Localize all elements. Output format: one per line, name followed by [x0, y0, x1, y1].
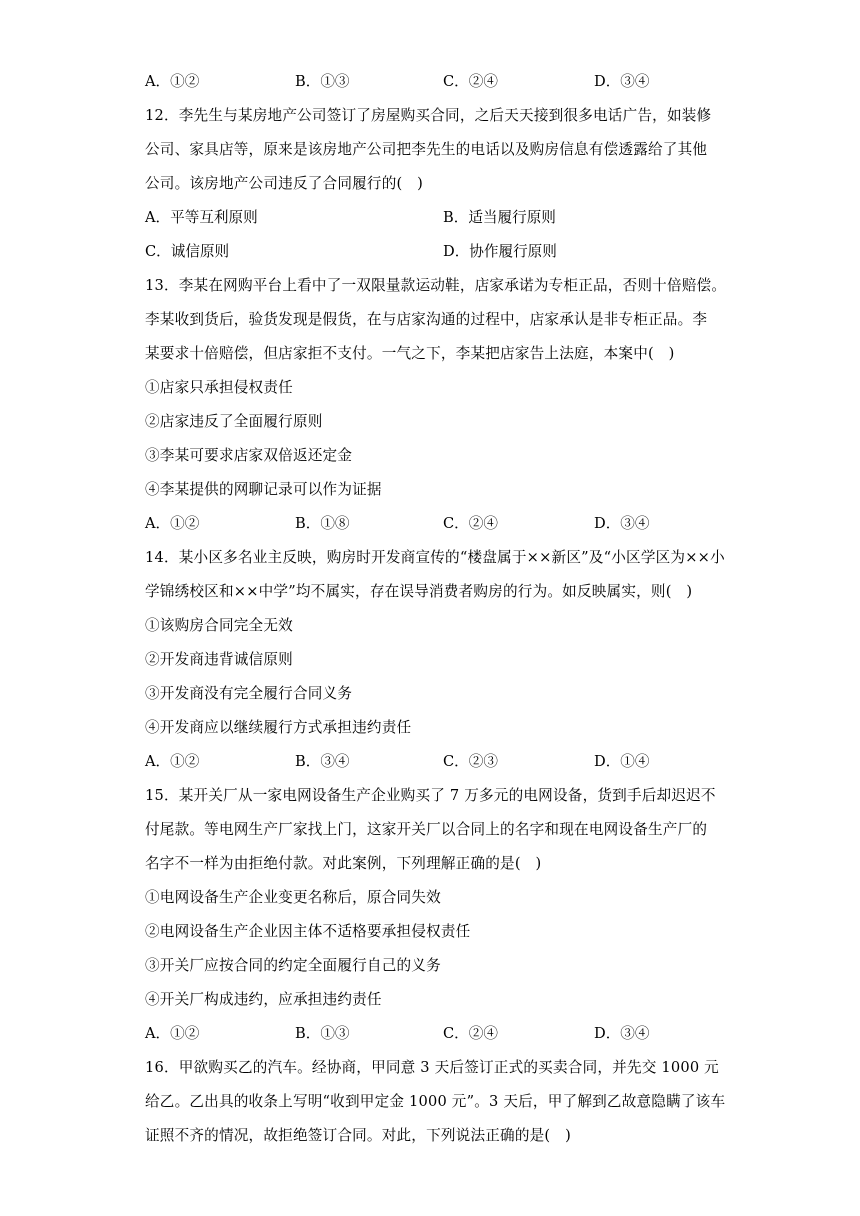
option-d: D．③④	[594, 515, 650, 532]
q12-stem-line-3: 公司。该房地产公司违反了合同履行的( )	[145, 175, 424, 192]
option-c: C．②④	[443, 515, 498, 532]
q16-stem-line-3: 证照不齐的情况，故拒绝签订合同。对此，下列说法正确的是( )	[145, 1127, 572, 1144]
q14-options	[145, 752, 705, 772]
q15-item-4: ④开关厂构成违约，应承担违约责任	[145, 991, 382, 1008]
q13-item-4: ④李某提供的网聊记录可以作为证据	[145, 481, 382, 498]
q16-stem-line-1: 16．甲欲购买乙的汽车。经协商，甲同意 3 天后签订正式的买卖合同，并先交 1000 元	[145, 1059, 719, 1076]
q15-stem-line-3: 名字不一样为由拒绝付款。对此案例，下列理解正确的是( )	[145, 855, 542, 872]
q12-options-row-1	[145, 208, 705, 228]
option-c: C．诚信原则	[145, 243, 230, 260]
option-d: D．协作履行原则	[443, 243, 557, 260]
option-c: C．②④	[443, 1025, 498, 1042]
q13-stem-line-3: 某要求十倍赔偿，但店家拒不支付。一气之下，李某把店家告上法庭，本案中( )	[145, 345, 675, 362]
q15-options	[145, 1024, 705, 1044]
option-a: A．①②	[145, 1025, 200, 1042]
q16-stem-line-2: 给乙。乙出具的收条上写明“收到甲定金 1000 元”。3 天后，甲了解到乙故意隐瞒了该车	[145, 1093, 726, 1110]
option-a: A．平等互利原则	[145, 209, 258, 226]
option-a: A．①②	[145, 753, 200, 770]
q13-item-1: ①店家只承担侵权责任	[145, 379, 293, 396]
option-b: B．①⑧	[295, 515, 350, 532]
q15-stem-line-2: 付尾款。等电网生产厂家找上门，这家开关厂以合同上的名字和现在电网设备生产厂的	[145, 821, 708, 838]
option-a: A．①②	[145, 515, 200, 532]
q15-item-3: ③开关厂应按合同的约定全面履行自己的义务	[145, 957, 441, 974]
q12-stem-line-1: 12．李先生与某房地产公司签订了房屋购买合同，之后天天接到很多电话广告，如装修	[145, 107, 712, 124]
option-b: B．适当履行原则	[443, 209, 556, 226]
option-d: D．③④	[594, 73, 650, 90]
q14-stem-line-1: 14．某小区多名业主反映，购房时开发商宣传的“楼盘属于××新区”及“小区学区为××小	[145, 549, 725, 566]
q13-stem-line-2: 李某收到货后，验货发现是假货，在与店家沟通的过程中，店家承认是非专柜正品。李	[145, 311, 708, 328]
q13-options	[145, 514, 705, 534]
q11-options	[145, 72, 705, 92]
q12-options-row-2	[145, 242, 705, 262]
q14-stem-line-2: 学锦绣校区和××中学”均不属实，存在误导消费者购房的行为。如反映属实，则( )	[145, 583, 693, 600]
q12-stem-line-2: 公司、家具店等，原来是该房地产公司把李先生的电话以及购房信息有偿透露给了其他	[145, 141, 708, 158]
q15-stem-line-1: 15．某开关厂从一家电网设备生产企业购买了 7 万多元的电网设备，货到手后却迟迟不	[145, 787, 716, 804]
q14-item-2: ②开发商违背诚信原则	[145, 651, 293, 668]
option-b: B．①③	[295, 73, 350, 90]
q14-item-4: ④开发商应以继续履行方式承担违约责任	[145, 719, 412, 736]
q14-item-1: ①该购房合同完全无效	[145, 617, 293, 634]
q13-item-3: ③李某可要求店家双倍返还定金	[145, 447, 353, 464]
q14-item-3: ③开发商没有完全履行合同义务	[145, 685, 353, 702]
option-b: B．③④	[295, 753, 350, 770]
option-a: A．①②	[145, 73, 200, 90]
option-c: C．②④	[443, 73, 498, 90]
q15-item-2: ②电网设备生产企业因主体不适格要承担侵权责任	[145, 923, 471, 940]
option-d: D．①④	[594, 753, 650, 770]
q15-item-1: ①电网设备生产企业变更名称后，原合同失效	[145, 889, 441, 906]
option-c: C．②③	[443, 753, 498, 770]
q13-item-2: ②店家违反了全面履行原则	[145, 413, 323, 430]
option-d: D．③④	[594, 1025, 650, 1042]
q13-stem-line-1: 13．李某在网购平台上看中了一双限量款运动鞋，店家承诺为专柜正品，否则十倍赔偿。	[145, 277, 727, 294]
option-b: B．①③	[295, 1025, 350, 1042]
